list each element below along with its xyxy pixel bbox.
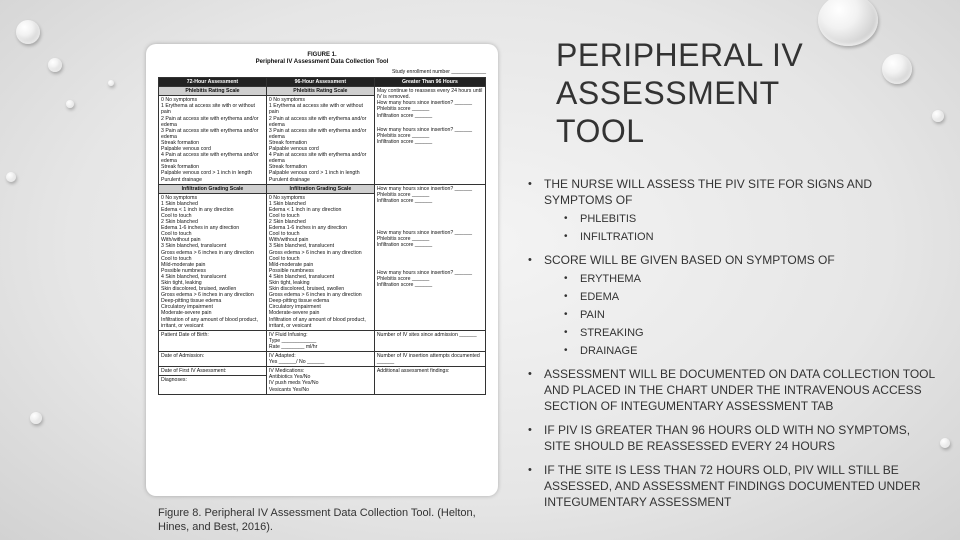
form-line: Gross edema > 6 inches in any direction [161, 249, 254, 256]
form-line: Streak formation [268, 139, 307, 146]
form-line: Moderate-severe pain [161, 310, 212, 317]
form-line: How many hours since insertion? ______ [376, 126, 472, 133]
sub-bullet-item: • PAIN [564, 308, 938, 322]
form-line: Infiltration score ______ [376, 282, 433, 289]
first-assessment-date-cell: Date of First IV Assessment: [159, 367, 267, 376]
form-line: Infiltration score ______ [376, 242, 433, 249]
form-line: Cool to touch [161, 255, 192, 262]
form-line: Phlebitis score ______ [376, 191, 430, 198]
water-drop-decoration [108, 80, 114, 86]
form-line: Streak formation [161, 139, 200, 146]
bullet-item: • ASSESSMENT WILL BE DOCUMENTED ON DATA COLLECTION TOOL AND PLACED IN THE CHART UNDER THE INTRAVENOUS ACCESS SECTION OF INTEGUMENTARY ASSESSMENT TAB [528, 366, 938, 414]
sub-bullet-item: • DRAINAGE [564, 344, 938, 358]
form-line: 4 Skin blanched, translucent [161, 273, 227, 280]
form-line: Palpable venous cord > 1 inch in length [268, 170, 360, 177]
form-line: Phlebitis score ______ [376, 235, 430, 242]
form-line: Cool to touch [161, 212, 192, 219]
col-header-72: 72-Hour Assessment [159, 78, 267, 87]
form-line: 4 Pain at access site with erythema and/or edema [161, 152, 259, 165]
iv-sites-cell: Number of IV sites since admission ______ [374, 330, 485, 351]
assessment-form-image [146, 44, 498, 496]
form-line: Streak formation [268, 164, 307, 171]
form-line: 2 Skin blanched [268, 219, 306, 226]
form-line: Edema < 1 inch in any direction [268, 206, 342, 213]
form-line: Gross edema > 6 inches in any direction [268, 249, 362, 256]
admission-date-cell: Date of Admission: [159, 352, 267, 367]
phlebitis-scale-72 [159, 96, 267, 184]
infiltration-header-96: Infiltration Grading Scale [266, 184, 374, 193]
bullet-list [528, 176, 938, 518]
form-line: 2 Skin blanched [161, 219, 198, 226]
form-line: Circulatory impairment [161, 304, 213, 311]
form-line: 0 No symptoms [268, 97, 305, 104]
bullet-text: SCORE WILL BE GIVEN BASED ON SYMPTOMS OF [544, 253, 835, 267]
form-line: Cool to touch [268, 212, 300, 219]
form-line: Cool to touch [161, 231, 192, 238]
form-line: 3 Skin blanched, translucent [268, 243, 335, 250]
bullet-text: THE NURSE WILL ASSESS THE PIV SITE FOR SIGNS AND SYMPTOMS OF [544, 177, 873, 207]
form-title-2: Peripheral IV Assessment Data Collection Tool [255, 59, 389, 65]
sub-bullet-item: • ERYTHEMA [564, 272, 938, 286]
water-drop-decoration [6, 172, 16, 182]
iv-medications-cell: IV Medications: Antibiotics Yes/No IV push meds Yes/No Vesicants Yes/No [266, 367, 374, 395]
form-line: Possible numbness [161, 267, 206, 274]
form-line: Infiltration score ______ [376, 112, 433, 119]
form-line: 0 No symptoms [161, 194, 198, 201]
form-line: Skin discolored, bruised, swollen [161, 286, 237, 293]
bullet-item: • IF PIV IS GREATER THAN 96 HOURS OLD WITH NO SYMPTOMS, SITE SHOULD BE REASSESSED EVERY 24 HOURS [528, 422, 938, 454]
form-line: How many hours since insertion? ______ [376, 185, 472, 192]
form-line: Streak formation [161, 164, 200, 171]
bullet-item [528, 252, 938, 358]
form-line: 2 Pain at access site with erythema and/or edema [161, 115, 259, 128]
form-line: 3 Pain at access site with erythema and/or edema [161, 127, 259, 140]
form-line: Circulatory impairment [268, 304, 321, 311]
form-line: 2 Pain at access site with erythema and/or edema [268, 115, 367, 128]
form-line: Deep-pitting tissue edema [268, 298, 330, 305]
sub-bullet-list [544, 212, 938, 244]
form-line: Mild-moderate pain [268, 261, 314, 268]
figure-caption: Figure 8. Peripheral IV Assessment Data Collection Tool. (Helton, Hines, and Best, 2016). [158, 507, 476, 533]
bullet-item [528, 176, 938, 244]
form-line: Skin tight, leaking [161, 280, 202, 286]
water-drop-decoration [940, 438, 950, 448]
insertion-attempts-cell: Number of IV insertion attempts documented ______ [374, 352, 485, 367]
phlebitis-header-72: Phlebitis Rating Scale [159, 87, 267, 96]
form-line: 4 Pain at access site with erythema and/or edema [268, 152, 367, 165]
form-line: Purulent drainage [161, 176, 202, 183]
iv-adapted-cell: IV Adapted: Yes ______/ No ______ [266, 352, 374, 367]
form-line: 1 Skin blanched [161, 200, 198, 207]
form-line: Phlebitis score ______ [376, 276, 430, 283]
water-drop-decoration [30, 412, 42, 424]
form-line: Infiltration of any amount of blood product, irritant, or vesicant [268, 316, 366, 329]
form-line: How many hours since insertion? ______ [376, 270, 472, 277]
col-header-96: 96-Hour Assessment [266, 78, 374, 87]
sub-bullet-item: • STREAKING [564, 326, 938, 340]
form-line: Purulent drainage [268, 176, 310, 183]
study-enrollment-number: Study enrollment number ____________ [391, 69, 486, 75]
form-line: With/without pain [268, 237, 309, 244]
iv-fluid-cell: IV Fluid Infusing: Type ____________ Rate ________ ml/hr [266, 330, 374, 351]
additional-findings-cell: Additional assessment findings: [374, 367, 485, 395]
infiltration-header-72: Infiltration Grading Scale [159, 184, 267, 193]
phlebitis-header-96: Phlebitis Rating Scale [266, 87, 374, 96]
form-line: Mild-moderate pain [161, 261, 206, 268]
water-drop-decoration [48, 58, 62, 72]
bullet-item: • IF THE SITE IS LESS THAN 72 HOURS OLD, PIV WILL STILL BE ASSESSED, AND ASSESSMENT FINDINGS DOCUMENTED UNDER INTEGUMENTARY ASSESSMENT [528, 462, 938, 510]
form-line: 0 No symptoms [161, 97, 198, 104]
assessment-form [158, 52, 486, 395]
col-header-gt96: Greater Than 96 Hours [374, 78, 485, 87]
water-drop-decoration [818, 0, 878, 46]
form-line: 4 Skin blanched, translucent [268, 273, 335, 280]
form-line: Infiltration of any amount of blood product, irritant, or vesicant [161, 316, 258, 329]
form-line: May continue to reassess every 24 hours until IV is removed. [376, 88, 483, 101]
water-drop-decoration [882, 54, 912, 84]
form-line: 1 Erythema at access site with or without pain [268, 103, 363, 116]
form-line: Cool to touch [268, 231, 300, 238]
form-line: 0 No symptoms [268, 194, 305, 201]
sub-bullet-item: • INFILTRATION [564, 230, 938, 244]
assessment-table [158, 77, 486, 395]
form-line: Infiltration score ______ [376, 138, 433, 145]
form-line: Gross edema > 6 inches in any direction [268, 292, 362, 299]
form-line: Infiltration score ______ [376, 197, 433, 204]
sub-bullet-item: • PHLEBITIS [564, 212, 938, 226]
slide-title: PERIPHERAL IV ASSESSMENT TOOL [556, 37, 804, 149]
form-line: Edema 1-6 inches in any direction [268, 225, 348, 232]
form-line: Palpable venous cord [268, 146, 319, 153]
form-line: 3 Pain at access site with erythema and/or edema [268, 127, 367, 140]
water-drop-decoration [932, 110, 944, 122]
form-title-1: FIGURE 1. [307, 52, 337, 58]
gt96-phlebitis-cell [374, 87, 485, 184]
form-line: Cool to touch [268, 255, 300, 262]
form-line: With/without pain [161, 237, 201, 244]
form-line: Edema < 1 inch in any direction [161, 206, 234, 213]
form-line: 1 Skin blanched [268, 200, 306, 207]
form-line: 3 Skin blanched, translucent [161, 243, 227, 250]
form-line: How many hours since insertion? ______ [376, 229, 472, 236]
water-drop-decoration [16, 20, 40, 44]
form-line: Phlebitis score ______ [376, 106, 430, 113]
sub-bullet-item: • EDEMA [564, 290, 938, 304]
form-line: Gross edema > 6 inches in any direction [161, 292, 254, 299]
form-line: Possible numbness [268, 267, 314, 274]
form-line: How many hours since insertion? ______ [376, 100, 472, 107]
form-line: Palpable venous cord > 1 inch in length [161, 170, 252, 177]
infiltration-scale-96 [266, 193, 374, 330]
form-line: Skin tight, leaking [268, 280, 310, 286]
sub-bullet-list [544, 272, 938, 358]
infiltration-scale-72 [159, 193, 267, 330]
form-line: Moderate-severe pain [268, 310, 320, 317]
phlebitis-scale-96 [266, 96, 374, 184]
form-line: Skin discolored, bruised, swollen [268, 286, 345, 293]
water-drop-decoration [66, 100, 74, 108]
form-line: 1 Erythema at access site with or without pain [161, 103, 255, 116]
form-line: Deep-pitting tissue edema [161, 298, 222, 305]
diagnoses-cell: Diagnoses: [159, 376, 267, 395]
form-line: Palpable venous cord [161, 146, 211, 153]
gt96-infiltration-cell [374, 184, 485, 330]
patient-dob-cell: Patient Date of Birth: [159, 330, 267, 351]
form-line: Phlebitis score ______ [376, 132, 430, 139]
form-line: Edema 1-6 inches in any direction [161, 225, 240, 232]
